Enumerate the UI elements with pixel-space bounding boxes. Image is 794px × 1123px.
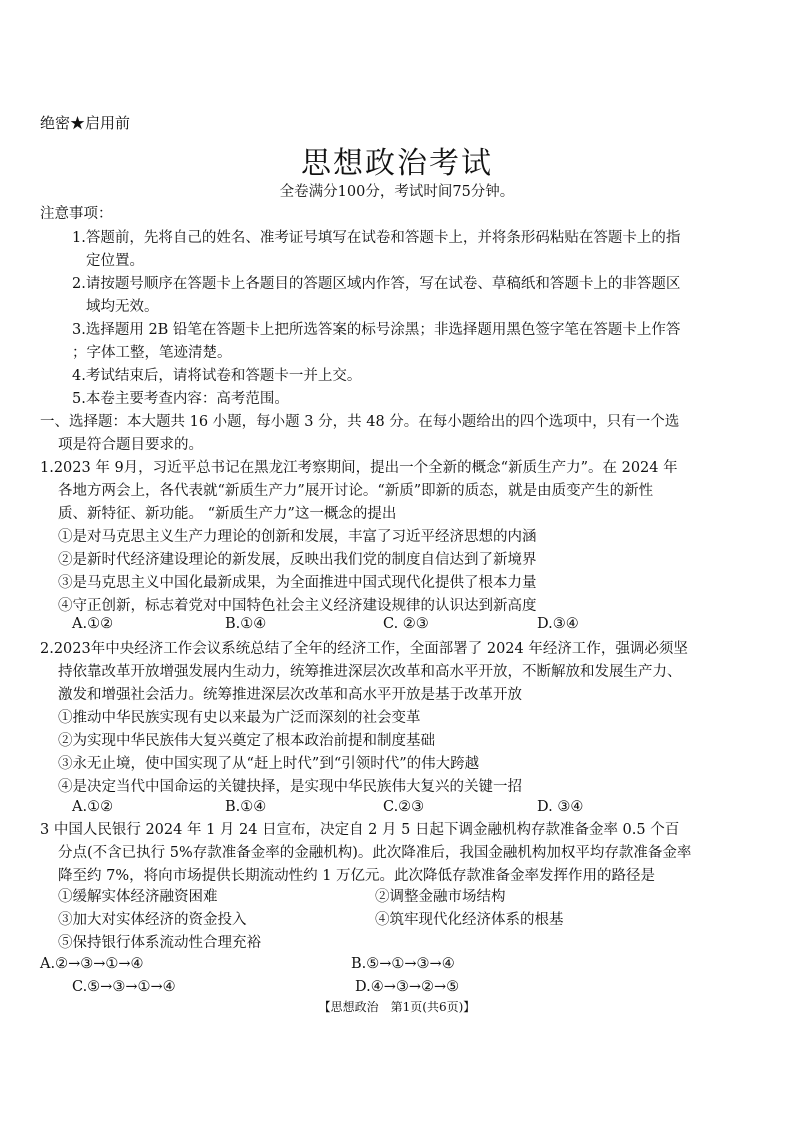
question-3-stem: 分点(不含已执行 5%存款准备金率的金融机构)。此次降准后，我国金融机构加权平均存款准备金率 [58,845,692,861]
question-1-stem: 质、新特征、新功能。 “新质生产力”这一概念的提出 [58,506,397,522]
notes-heading: 注意事项： [40,206,113,222]
question-3-item: ⑤保持银行体系流动性合理充裕 [58,935,261,951]
section-heading: 项是符合题目要求的。 [58,437,203,453]
question-2-option-d[interactable]: D. ③④ [537,799,584,815]
note-line: ；字体工整，笔迹清楚。 [72,345,232,361]
exam-subtitle: 全卷满分100分，考试时间75分钟。 [279,184,515,200]
question-1-stem: 各地方两会上，各代表就“新质生产力”展开讨论。“新质”即新的质态，就是由质变产生的新性 [58,483,654,499]
question-3-item: ①缓解实体经济融资困难 [58,889,218,905]
question-2-stem: 2.2023年中央经济工作会议系统总结了全年的经济工作，全面部署了 2024 年经济工作，强调必须坚 [40,641,688,657]
question-1-statement: ①是对马克思主义生产力理论的创新和发展，丰富了习近平经济思想的内涵 [58,529,537,545]
note-line: 域均无效。 [86,299,159,315]
question-3-option-a[interactable]: A.②→③→①→④ [40,956,144,972]
question-3-item: ②调整金融市场结构 [375,889,506,905]
confidential-mark: 绝密★启用前 [40,114,131,132]
question-2-statement: ④是决定当代中国命运的关键抉择，是实现中华民族伟大复兴的关键一招 [58,779,522,795]
note-line: 定位置。 [86,253,144,269]
question-3-stem: 3 中国人民银行 2024 年 1 月 24 日宣布，决定自 2 月 5 日起下调金融机构存款准备金率 0.5 个百 [40,822,680,838]
question-1-stem: 1.2023 年 9月，习近平总书记在黑龙江考察期间，提出一个全新的概念“新质生产力”。在 2024 年 [40,460,678,476]
question-3-option-d[interactable]: D.④→③→②→⑤ [355,979,460,995]
question-2-option-a[interactable]: A.①② [72,799,114,815]
question-3-item: ④筑牢现代化经济体系的根基 [375,912,564,928]
section-heading: 一、选择题：本大题共 16 小题，每小题 3 分，共 48 分。在每小题给出的四个选项中，只有一个选 [40,414,680,430]
question-2-statement: ③永无止境，使中国实现了从“赶上时代”到“引领时代”的伟大跨越 [58,756,480,772]
question-3-item: ③加大对实体经济的资金投入 [58,912,247,928]
question-2-statement: ②为实现中华民族伟大复兴奠定了根本政治前提和制度基础 [58,733,435,749]
question-3-stem: 降至约 7%，将向市场提供长期流动性约 1 万亿元。此次降低存款准备金率发挥作用的路径是 [58,868,656,884]
question-3-option-c[interactable]: C.⑤→③→①→④ [72,979,176,995]
note-line: 5.本卷主要考查内容：高考范围。 [72,391,289,407]
question-1-option-b[interactable]: B.①④ [225,616,267,632]
question-2-option-b[interactable]: B.①④ [225,799,267,815]
question-1-option-d[interactable]: D.③④ [537,616,579,632]
note-line: 3.选择题用 2B 铅笔在答题卡上把所选答案的标号涂黑；非选择题用黑色签字笔在答题卡上作答 [72,322,681,338]
page-footer: 【思想政治 第1页(共6页)】 [318,1000,476,1014]
question-2-stem: 激发和增强社会活力。统筹推进深层次改革和高水平开放是基于改革开放 [58,687,522,703]
question-2-option-c[interactable]: C.②③ [383,799,425,815]
question-2-stem: 持依靠改革开放增强发展内生动力，统筹推进深层次改革和高水平开放，不断解放和发展生产力、 [58,664,682,680]
note-line: 2.请按题号顺序在答题卡上各题目的答题区域内作答，写在试卷、草稿纸和答题卡上的非答题区 [72,276,681,292]
question-1-statement: ④守正创新，标志着党对中国特色社会主义经济建设规律的认识达到新高度 [58,598,537,614]
exam-title: 思想政治考试 [301,146,493,181]
note-line: 1.答题前，先将自己的姓名、准考证号填写在试卷和答题卡上，并将条形码粘贴在答题卡上的指 [72,230,681,246]
question-1-option-c[interactable]: C. ②③ [383,616,429,632]
question-1-statement: ③是马克思主义中国化最新成果，为全面推进中国式现代化提供了根本力量 [58,575,537,591]
question-1-option-a[interactable]: A.①② [72,616,114,632]
note-line: 4.考试结束后，请将试卷和答题卡一并上交。 [72,368,362,384]
question-3-option-b[interactable]: B.⑤→①→③→④ [351,956,455,972]
question-1-statement: ②是新时代经济建设理论的新发展，反映出我们党的制度自信达到了新境界 [58,552,537,568]
question-2-statement: ①推动中华民族实现有史以来最为广泛而深刻的社会变革 [58,710,421,726]
